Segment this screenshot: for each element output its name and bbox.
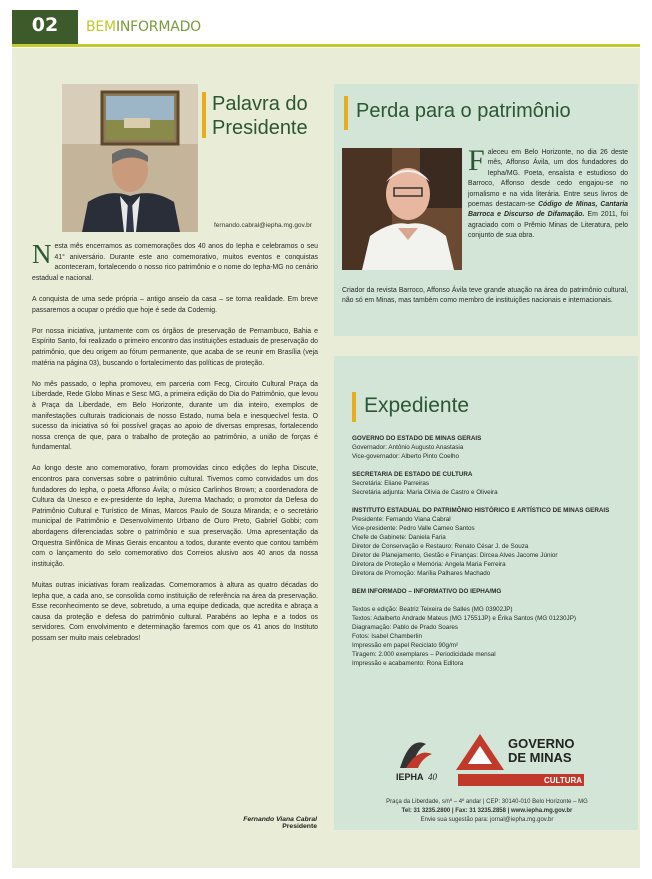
credit-line: Diretora de Proteção e Memória: Angela Maria Ferreira — [352, 561, 506, 568]
president-paragraph: No mês passado, o Iepha promoveu, em parceria com Fecg, Circuito Cultural Praça da Liberdade, Rede Globo Minas e Sesc MG, a primeira edição do Dia do Patrimônio, que levou à Praça da Liberdade, em Belo Horizonte, durante um dia inteiro, exemplos de manifestações culturais tradicionais de nosso Estado, numa bela e inesquecível festa. O sucesso da iniciativa só foi possível graças ao apoio de diversas empresas, fortalecendo nossa crença de que, para o trabalho de proteção ao patrimônio, a união de forças é fundamental. — [32, 380, 318, 452]
gov-logo-line2: DE MINAS — [508, 750, 572, 765]
logos — [392, 730, 592, 790]
president-title-line1: Palavra do — [212, 93, 308, 115]
expediente-title-bar — [352, 392, 356, 422]
logos-graphic — [392, 730, 592, 790]
credit-line: Tiragem: 2.000 exemplares – Periodicidade mensal — [352, 651, 496, 658]
credit-line: Presidente: Fernando Viana Cabral — [352, 516, 451, 523]
credit-line: Diretor de Conservação e Restauro: Renato César J. de Souza — [352, 543, 529, 550]
credit-line: Diretor de Planejamento, Gestão e Finanças: Dircea Alves Jacome Júnior — [352, 552, 558, 559]
address-block — [334, 798, 640, 825]
president-paragraph-text: esta mês encerramos as comemorações dos 40 anos do Iepha e celebramos o seu 41° aniversário. Durante este ano comemorativo, muitos eventos e conquistas aconteceram, fortalecendo o nosso rico patrimônio e o nome do Iepha-MG no cenário estadual e nacional. — [32, 243, 318, 282]
page-number: 02 — [12, 10, 78, 46]
signature-name: Fernando Viana Cabral — [243, 816, 317, 823]
drop-cap: N — [32, 239, 52, 269]
iepha-logo-text: IEPHA — [396, 772, 424, 782]
credit-line: Chefe de Gabinete: Daniela Faria — [352, 534, 446, 541]
credit-group — [352, 587, 632, 596]
header-rule — [12, 44, 640, 47]
brand-informado: INFORMADO — [115, 19, 201, 35]
president-paragraph — [32, 239, 318, 284]
drop-cap: F — [468, 144, 485, 177]
address-line: Praça da Liberdade, s/nº – 4º andar | CEP: 30140-010 Belo Horizonte – MG — [386, 799, 588, 805]
expediente-credits — [352, 434, 632, 677]
gov-logo-line1: GOVERNO — [508, 736, 575, 751]
perda-title-bar — [344, 96, 348, 130]
credit-line: Impressão em papel Reciclato 90g/m² — [352, 642, 459, 649]
perda-text-main: aleceu em Belo Horizonte, no dia 26 deste mês, Affonso Ávila, um dos fundadores do Iepha/MG. Poeta, ensaísta e estudioso do Barroco, Affonso desde cedo engajou-se no jornalismo e na vida literária. Entre seus livros de poemas destacam-se — [468, 149, 628, 209]
perda-book-titles: Código de Minas, Cantaria Barroca e Discurso de Difamação. — [468, 201, 628, 219]
contact-line: Tel: 31 3235.2800 | Fax: 31 3235.2858 | www.iepha.mg.gov.br — [401, 808, 573, 814]
president-paragraph: A conquista de uma sede própria – antigo anseio da casa – se torna realidade. Em breve passaremos a ocupar o prédio que hoje é sede da Codemig. — [32, 295, 318, 314]
credit-line: Governador: Antônio Augusto Anastasia — [352, 444, 464, 451]
governo-de-minas-logo — [456, 734, 584, 786]
credit-heading: INSTITUTO ESTADUAL DO PATRIMÔNIO HISTÓRICO E ARTÍSTICO DE MINAS GERAIS — [352, 507, 610, 514]
credit-heading: SECRETARIA DE ESTADO DE CULTURA — [352, 471, 473, 478]
perda-text-end: Em 2011, foi agraciado com o Prêmio Minas de Literatura, pelo conjunto de sua obra. — [468, 211, 628, 240]
credit-line: Vice-presidente: Pedro Valle Cameo Santos — [352, 525, 475, 532]
signature — [117, 816, 317, 830]
credit-line: Vice-governador: Alberto Pinto Coelho — [352, 453, 459, 460]
iepha-logo — [396, 742, 438, 782]
credit-line: Diagramação: Pablo de Prado Soares — [352, 624, 459, 631]
perda-text — [468, 144, 628, 242]
credit-group — [352, 470, 632, 497]
brand-bem: BEM — [86, 19, 116, 35]
credit-line: Secretária adjunta: Maria Olívia de Castro e Oliveira — [352, 489, 498, 496]
expediente-title: Expediente — [364, 394, 470, 417]
president-title-line2: Presidente — [212, 117, 308, 139]
president-paragraph: Ao longo deste ano comemorativo, foram promovidas cinco edições do Iepha Discute, encontros para conversas sobre o patrimônio cultural. Tivemos como convidados um dos fundadores do Iepha, o poeta Affonso Ávila; o músico Carlinhos Brown; a coordenadora de Cultura da Unesco e ex-presidente do Iepha, Jurema Machado; o promotor da Defesa do Patrimônio Cultural e Turístico de Minas, Marcos Paulo de Souza Miranda; e o secretário municipal de Patrimônio e Desenvolvimento Urbano de Ouro Preto, Gabriel Gobbi; com abordagens diferenciadas sobre o patrimônio e sua preservação. Uma apresentação da Orquestra Sinfônica de Minas Gerais encantou a todos, durante evento que contou também com o lançamento do selo comemorativo dos Correios alusivo aos 40 anos da nossa instituição. — [32, 465, 318, 568]
credit-line: Textos: Adalberto Andrade Mateus (MG 17551JP) e Érika Santos (MG 01230JP) — [352, 615, 577, 622]
credit-group — [352, 605, 632, 668]
credit-line: Impressão e acabamento: Rona Editora — [352, 660, 464, 667]
president-email[interactable]: fernando.cabral@iepha.mg.gov.br — [214, 222, 312, 229]
signature-role: Presidente — [282, 823, 317, 830]
credit-heading: BEM INFORMADO – INFORMATIVO DO IEPHA/MG — [352, 588, 502, 595]
suggestion-line: Envie sua sugestão para: jornal@iepha.mg.gov.br — [420, 817, 554, 823]
svg-text:40: 40 — [428, 772, 437, 782]
credit-line: Textos e edição: Beatriz Teixeira de Salles (MG 03902JP) — [352, 606, 513, 613]
president-photo — [62, 84, 198, 232]
perda-title: Perda para o patrimônio — [356, 100, 571, 122]
affonso-avila-photo — [342, 148, 462, 270]
president-paragraph: Muitas outras iniciativas foram realizadas. Comemoramos à altura as quatro décadas do Iepha que, a cada ano, se consolida como instituição de referência na área da preservação. Esse reconhecimento se deve, sobretudo, a uma equipe dedicada, que acredita e abraça a causa da proteção e defesa do patrimônio cultural. Parabéns ao Iepha e a todos os servidores. Com envolvimento e determinação faremos com que os 41 anos do Instituto possam ser muito mais celebrados! — [32, 582, 318, 642]
credit-line: Secretária: Eliane Parreiras — [352, 480, 429, 487]
president-title-bar — [202, 92, 206, 138]
credit-group — [352, 506, 632, 578]
president-title — [212, 92, 332, 140]
president-body — [32, 239, 318, 655]
credit-group — [352, 434, 632, 461]
perda-text-continued: Criador da revista Barroco, Affonso Ávila teve grande atuação na área do patrimônio cultural, não só em Minas, mas também como membro de instituições nacionais e internacionais. — [342, 287, 628, 305]
president-paragraph: Por nossa iniciativa, juntamente com os órgãos de preservação de Pernambuco, Bahia e Espírito Santo, foi realizado o primeiro encontro das instituições estaduais de preservação do patrimônio, que deu origem ao fórum permanente, que acaba de se reunir em Brasília (veja matéria na página 03), buscando o fortalecimento das políticas de proteção. — [32, 327, 318, 367]
gov-logo-sub: CULTURA — [544, 776, 583, 785]
credit-line: Fotos: Isabel Chamberlin — [352, 633, 422, 640]
credit-heading: GOVERNO DO ESTADO DE MINAS GERAIS — [352, 435, 482, 442]
publication-name — [86, 19, 201, 35]
credit-line: Diretora de Promoção: Marília Palhares Machado — [352, 570, 491, 577]
